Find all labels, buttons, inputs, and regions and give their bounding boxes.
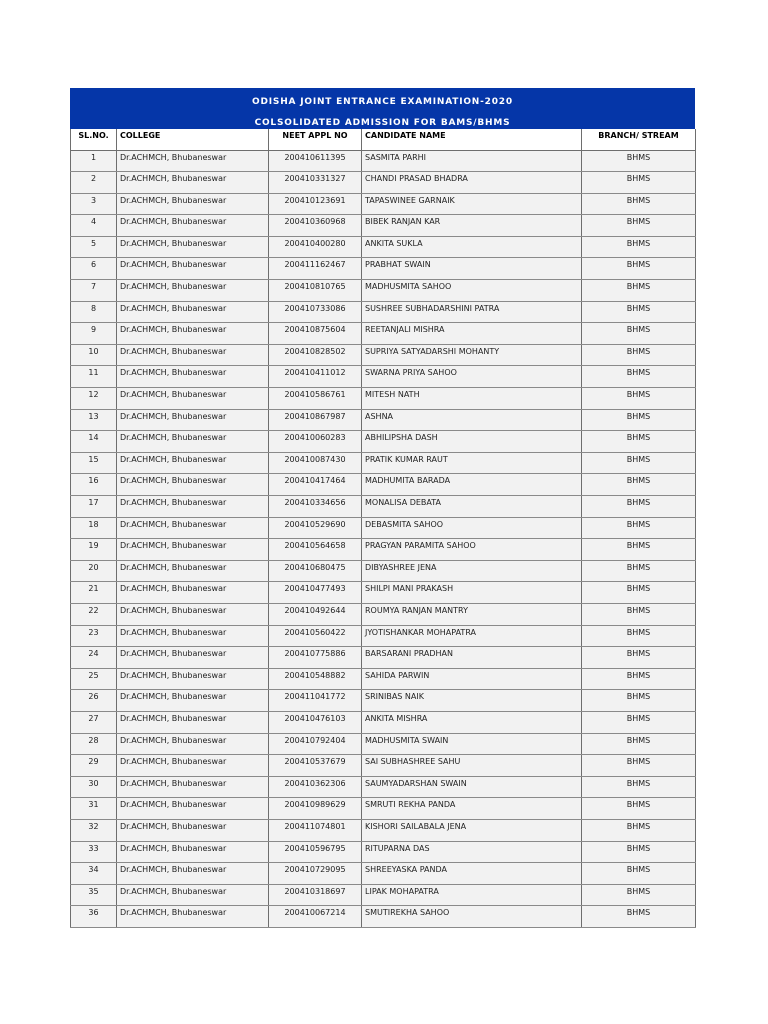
table-row	[71, 711, 696, 733]
cell-sl-no: 32	[71, 819, 117, 841]
table-row	[71, 603, 696, 625]
cell-sl-no: 4	[71, 215, 117, 237]
table-row	[71, 150, 696, 172]
cell-college: Dr.ACHMCH, Bhubaneswar	[117, 344, 269, 366]
cell-sl-no: 29	[71, 755, 117, 777]
cell-sl-no: 27	[71, 711, 117, 733]
cell-branch: BHMS	[582, 236, 696, 258]
cell-sl-no: 18	[71, 517, 117, 539]
cell-college: Dr.ACHMCH, Bhubaneswar	[117, 819, 269, 841]
table-row	[71, 496, 696, 518]
cell-neet-appl-no: 200410360968	[269, 215, 362, 237]
cell-candidate-name: SASMITA PARHI	[362, 150, 582, 172]
cell-college: Dr.ACHMCH, Bhubaneswar	[117, 539, 269, 561]
cell-neet-appl-no: 200410087430	[269, 452, 362, 474]
table-row	[71, 819, 696, 841]
cell-candidate-name: JYOTISHANKAR MOHAPATRA	[362, 625, 582, 647]
cell-neet-appl-no: 200410492644	[269, 603, 362, 625]
cell-branch: BHMS	[582, 668, 696, 690]
cell-college: Dr.ACHMCH, Bhubaneswar	[117, 603, 269, 625]
cell-branch: BHMS	[582, 863, 696, 885]
cell-candidate-name: ANKITA MISHRA	[362, 711, 582, 733]
cell-candidate-name: PRAGYAN PARAMITA SAHOO	[362, 539, 582, 561]
cell-college: Dr.ACHMCH, Bhubaneswar	[117, 409, 269, 431]
cell-college: Dr.ACHMCH, Bhubaneswar	[117, 496, 269, 518]
cell-sl-no: 33	[71, 841, 117, 863]
cell-sl-no: 14	[71, 431, 117, 453]
cell-branch: BHMS	[582, 172, 696, 194]
cell-sl-no: 8	[71, 301, 117, 323]
cell-college: Dr.ACHMCH, Bhubaneswar	[117, 690, 269, 712]
table-row	[71, 841, 696, 863]
cell-college: Dr.ACHMCH, Bhubaneswar	[117, 236, 269, 258]
cell-neet-appl-no: 200410596795	[269, 841, 362, 863]
cell-college: Dr.ACHMCH, Bhubaneswar	[117, 733, 269, 755]
cell-sl-no: 11	[71, 366, 117, 388]
table-row	[71, 906, 696, 928]
cell-candidate-name: BIBEK RANJAN KAR	[362, 215, 582, 237]
cell-college: Dr.ACHMCH, Bhubaneswar	[117, 215, 269, 237]
cell-branch: BHMS	[582, 344, 696, 366]
cell-neet-appl-no: 200410331327	[269, 172, 362, 194]
table-row	[71, 474, 696, 496]
cell-branch: BHMS	[582, 452, 696, 474]
cell-neet-appl-no: 200410477493	[269, 582, 362, 604]
cell-neet-appl-no: 200410067214	[269, 906, 362, 928]
cell-candidate-name: ABHILIPSHA DASH	[362, 431, 582, 453]
cell-branch: BHMS	[582, 560, 696, 582]
cell-branch: BHMS	[582, 906, 696, 928]
cell-branch: BHMS	[582, 323, 696, 345]
cell-neet-appl-no: 200410123691	[269, 193, 362, 215]
cell-neet-appl-no: 200410334656	[269, 496, 362, 518]
cell-branch: BHMS	[582, 215, 696, 237]
table-row	[71, 409, 696, 431]
cell-college: Dr.ACHMCH, Bhubaneswar	[117, 150, 269, 172]
table-row	[71, 344, 696, 366]
cell-neet-appl-no: 200410828502	[269, 344, 362, 366]
cell-college: Dr.ACHMCH, Bhubaneswar	[117, 366, 269, 388]
cell-neet-appl-no: 200410867987	[269, 409, 362, 431]
cell-candidate-name: REETANJALI MISHRA	[362, 323, 582, 345]
column-header-branch: BRANCH/ STREAM	[582, 129, 696, 150]
cell-college: Dr.ACHMCH, Bhubaneswar	[117, 452, 269, 474]
table-row	[71, 690, 696, 712]
cell-candidate-name: PRABHAT SWAIN	[362, 258, 582, 280]
cell-candidate-name: TAPASWINEE GARNAIK	[362, 193, 582, 215]
table-row	[71, 280, 696, 302]
cell-neet-appl-no: 200410564658	[269, 539, 362, 561]
cell-branch: BHMS	[582, 150, 696, 172]
table-row	[71, 776, 696, 798]
cell-branch: BHMS	[582, 582, 696, 604]
cell-sl-no: 12	[71, 388, 117, 410]
cell-neet-appl-no: 200410060283	[269, 431, 362, 453]
table-row	[71, 452, 696, 474]
cell-branch: BHMS	[582, 647, 696, 669]
table-row	[71, 301, 696, 323]
cell-sl-no: 7	[71, 280, 117, 302]
cell-sl-no: 21	[71, 582, 117, 604]
cell-college: Dr.ACHMCH, Bhubaneswar	[117, 517, 269, 539]
cell-branch: BHMS	[582, 776, 696, 798]
cell-candidate-name: MITESH NATH	[362, 388, 582, 410]
cell-college: Dr.ACHMCH, Bhubaneswar	[117, 431, 269, 453]
cell-candidate-name: SHREEYASKA PANDA	[362, 863, 582, 885]
table-row	[71, 625, 696, 647]
cell-sl-no: 24	[71, 647, 117, 669]
cell-neet-appl-no: 200411041772	[269, 690, 362, 712]
cell-candidate-name: SAHIDA PARWIN	[362, 668, 582, 690]
table-row	[71, 733, 696, 755]
cell-branch: BHMS	[582, 301, 696, 323]
cell-college: Dr.ACHMCH, Bhubaneswar	[117, 841, 269, 863]
cell-neet-appl-no: 200410411012	[269, 366, 362, 388]
cell-college: Dr.ACHMCH, Bhubaneswar	[117, 193, 269, 215]
cell-college: Dr.ACHMCH, Bhubaneswar	[117, 560, 269, 582]
cell-branch: BHMS	[582, 690, 696, 712]
cell-candidate-name: DEBASMITA SAHOO	[362, 517, 582, 539]
cell-sl-no: 36	[71, 906, 117, 928]
table-row	[71, 798, 696, 820]
cell-candidate-name: KISHORI SAILABALA JENA	[362, 819, 582, 841]
cell-neet-appl-no: 200410729095	[269, 863, 362, 885]
table-row	[71, 366, 696, 388]
cell-candidate-name: ASHNA	[362, 409, 582, 431]
cell-neet-appl-no: 200410792404	[269, 733, 362, 755]
table-row	[71, 884, 696, 906]
cell-college: Dr.ACHMCH, Bhubaneswar	[117, 884, 269, 906]
cell-college: Dr.ACHMCH, Bhubaneswar	[117, 280, 269, 302]
cell-branch: BHMS	[582, 280, 696, 302]
cell-sl-no: 10	[71, 344, 117, 366]
cell-branch: BHMS	[582, 884, 696, 906]
cell-neet-appl-no: 200411162467	[269, 258, 362, 280]
table-row	[71, 323, 696, 345]
column-header-name: CANDIDATE NAME	[362, 129, 582, 150]
cell-candidate-name: MADHUSMITA SWAIN	[362, 733, 582, 755]
column-header-college: COLLEGE	[117, 129, 269, 150]
cell-candidate-name: SMRUTI REKHA PANDA	[362, 798, 582, 820]
admission-table	[70, 129, 696, 928]
cell-sl-no: 35	[71, 884, 117, 906]
cell-neet-appl-no: 200410362306	[269, 776, 362, 798]
cell-sl-no: 23	[71, 625, 117, 647]
cell-neet-appl-no: 200410476103	[269, 711, 362, 733]
cell-sl-no: 17	[71, 496, 117, 518]
cell-sl-no: 20	[71, 560, 117, 582]
cell-neet-appl-no: 200410417464	[269, 474, 362, 496]
table-row	[71, 582, 696, 604]
cell-sl-no: 13	[71, 409, 117, 431]
page-title: ODISHA JOINT ENTRANCE EXAMINATION-2020	[252, 97, 513, 107]
table-row	[71, 647, 696, 669]
cell-college: Dr.ACHMCH, Bhubaneswar	[117, 776, 269, 798]
cell-college: Dr.ACHMCH, Bhubaneswar	[117, 625, 269, 647]
cell-neet-appl-no: 200410680475	[269, 560, 362, 582]
cell-sl-no: 16	[71, 474, 117, 496]
cell-candidate-name: SHILPI MANI PRAKASH	[362, 582, 582, 604]
cell-branch: BHMS	[582, 711, 696, 733]
cell-college: Dr.ACHMCH, Bhubaneswar	[117, 172, 269, 194]
cell-candidate-name: CHANDI PRASAD BHADRA	[362, 172, 582, 194]
cell-college: Dr.ACHMCH, Bhubaneswar	[117, 863, 269, 885]
cell-candidate-name: RITUPARNA DAS	[362, 841, 582, 863]
table-row	[71, 863, 696, 885]
cell-branch: BHMS	[582, 819, 696, 841]
cell-branch: BHMS	[582, 388, 696, 410]
table-row	[71, 517, 696, 539]
cell-branch: BHMS	[582, 193, 696, 215]
cell-college: Dr.ACHMCH, Bhubaneswar	[117, 474, 269, 496]
table-row	[71, 172, 696, 194]
cell-college: Dr.ACHMCH, Bhubaneswar	[117, 906, 269, 928]
column-header-sl: SL.NO.	[71, 129, 117, 150]
cell-candidate-name: SWARNA PRIYA SAHOO	[362, 366, 582, 388]
cell-sl-no: 19	[71, 539, 117, 561]
cell-college: Dr.ACHMCH, Bhubaneswar	[117, 798, 269, 820]
cell-sl-no: 28	[71, 733, 117, 755]
cell-candidate-name: SRINIBAS NAIK	[362, 690, 582, 712]
cell-branch: BHMS	[582, 841, 696, 863]
cell-branch: BHMS	[582, 603, 696, 625]
cell-sl-no: 26	[71, 690, 117, 712]
cell-candidate-name: BARSARANI PRADHAN	[362, 647, 582, 669]
cell-branch: BHMS	[582, 755, 696, 777]
cell-neet-appl-no: 200410318697	[269, 884, 362, 906]
cell-sl-no: 5	[71, 236, 117, 258]
cell-candidate-name: SAI SUBHASHREE SAHU	[362, 755, 582, 777]
cell-branch: BHMS	[582, 366, 696, 388]
cell-sl-no: 22	[71, 603, 117, 625]
cell-sl-no: 15	[71, 452, 117, 474]
table-row	[71, 236, 696, 258]
cell-sl-no: 25	[71, 668, 117, 690]
column-header-neet: NEET APPL NO	[269, 129, 362, 150]
cell-branch: BHMS	[582, 798, 696, 820]
cell-sl-no: 3	[71, 193, 117, 215]
cell-neet-appl-no: 200410989629	[269, 798, 362, 820]
table-row	[71, 539, 696, 561]
table-row	[71, 431, 696, 453]
table-header-row	[71, 129, 696, 150]
cell-neet-appl-no: 200410537679	[269, 755, 362, 777]
cell-candidate-name: MADHUSMITA SAHOO	[362, 280, 582, 302]
cell-candidate-name: PRATIK KUMAR RAUT	[362, 452, 582, 474]
page-subtitle: COLSOLIDATED ADMISSION FOR BAMS/BHMS	[254, 118, 511, 128]
table-row	[71, 388, 696, 410]
cell-neet-appl-no: 200410400280	[269, 236, 362, 258]
cell-neet-appl-no: 200410560422	[269, 625, 362, 647]
cell-neet-appl-no: 200410775886	[269, 647, 362, 669]
cell-candidate-name: LIPAK MOHAPATRA	[362, 884, 582, 906]
cell-college: Dr.ACHMCH, Bhubaneswar	[117, 668, 269, 690]
cell-neet-appl-no: 200410548882	[269, 668, 362, 690]
cell-sl-no: 31	[71, 798, 117, 820]
cell-neet-appl-no: 200410529690	[269, 517, 362, 539]
cell-candidate-name: SAUMYADARSHAN SWAIN	[362, 776, 582, 798]
cell-candidate-name: DIBYASHREE JENA	[362, 560, 582, 582]
table-row	[71, 193, 696, 215]
table-row	[71, 668, 696, 690]
cell-neet-appl-no: 200410810765	[269, 280, 362, 302]
cell-college: Dr.ACHMCH, Bhubaneswar	[117, 582, 269, 604]
cell-branch: BHMS	[582, 496, 696, 518]
cell-college: Dr.ACHMCH, Bhubaneswar	[117, 711, 269, 733]
cell-branch: BHMS	[582, 517, 696, 539]
cell-candidate-name: SUSHREE SUBHADARSHINI PATRA	[362, 301, 582, 323]
cell-college: Dr.ACHMCH, Bhubaneswar	[117, 258, 269, 280]
cell-neet-appl-no: 200410733086	[269, 301, 362, 323]
cell-branch: BHMS	[582, 258, 696, 280]
header-banner	[70, 88, 695, 129]
cell-college: Dr.ACHMCH, Bhubaneswar	[117, 755, 269, 777]
cell-neet-appl-no: 200410875604	[269, 323, 362, 345]
cell-branch: BHMS	[582, 409, 696, 431]
cell-college: Dr.ACHMCH, Bhubaneswar	[117, 323, 269, 345]
cell-neet-appl-no: 200411074801	[269, 819, 362, 841]
cell-branch: BHMS	[582, 625, 696, 647]
table-row	[71, 258, 696, 280]
admission-sheet	[70, 88, 695, 928]
cell-sl-no: 6	[71, 258, 117, 280]
table-row	[71, 215, 696, 237]
cell-sl-no: 34	[71, 863, 117, 885]
cell-branch: BHMS	[582, 431, 696, 453]
cell-college: Dr.ACHMCH, Bhubaneswar	[117, 388, 269, 410]
cell-college: Dr.ACHMCH, Bhubaneswar	[117, 301, 269, 323]
table-body	[71, 150, 696, 927]
cell-college: Dr.ACHMCH, Bhubaneswar	[117, 647, 269, 669]
cell-candidate-name: ANKITA SUKLA	[362, 236, 582, 258]
cell-candidate-name: MADHUMITA BARADA	[362, 474, 582, 496]
cell-sl-no: 2	[71, 172, 117, 194]
cell-candidate-name: ROUMYA RANJAN MANTRY	[362, 603, 582, 625]
cell-neet-appl-no: 200410611395	[269, 150, 362, 172]
table-row	[71, 560, 696, 582]
table-row	[71, 755, 696, 777]
cell-branch: BHMS	[582, 539, 696, 561]
cell-candidate-name: SMUTIREKHA SAHOO	[362, 906, 582, 928]
cell-branch: BHMS	[582, 474, 696, 496]
cell-branch: BHMS	[582, 733, 696, 755]
cell-candidate-name: SUPRIYA SATYADARSHI MOHANTY	[362, 344, 582, 366]
cell-sl-no: 1	[71, 150, 117, 172]
cell-candidate-name: MONALISA DEBATA	[362, 496, 582, 518]
cell-neet-appl-no: 200410586761	[269, 388, 362, 410]
cell-sl-no: 9	[71, 323, 117, 345]
cell-sl-no: 30	[71, 776, 117, 798]
